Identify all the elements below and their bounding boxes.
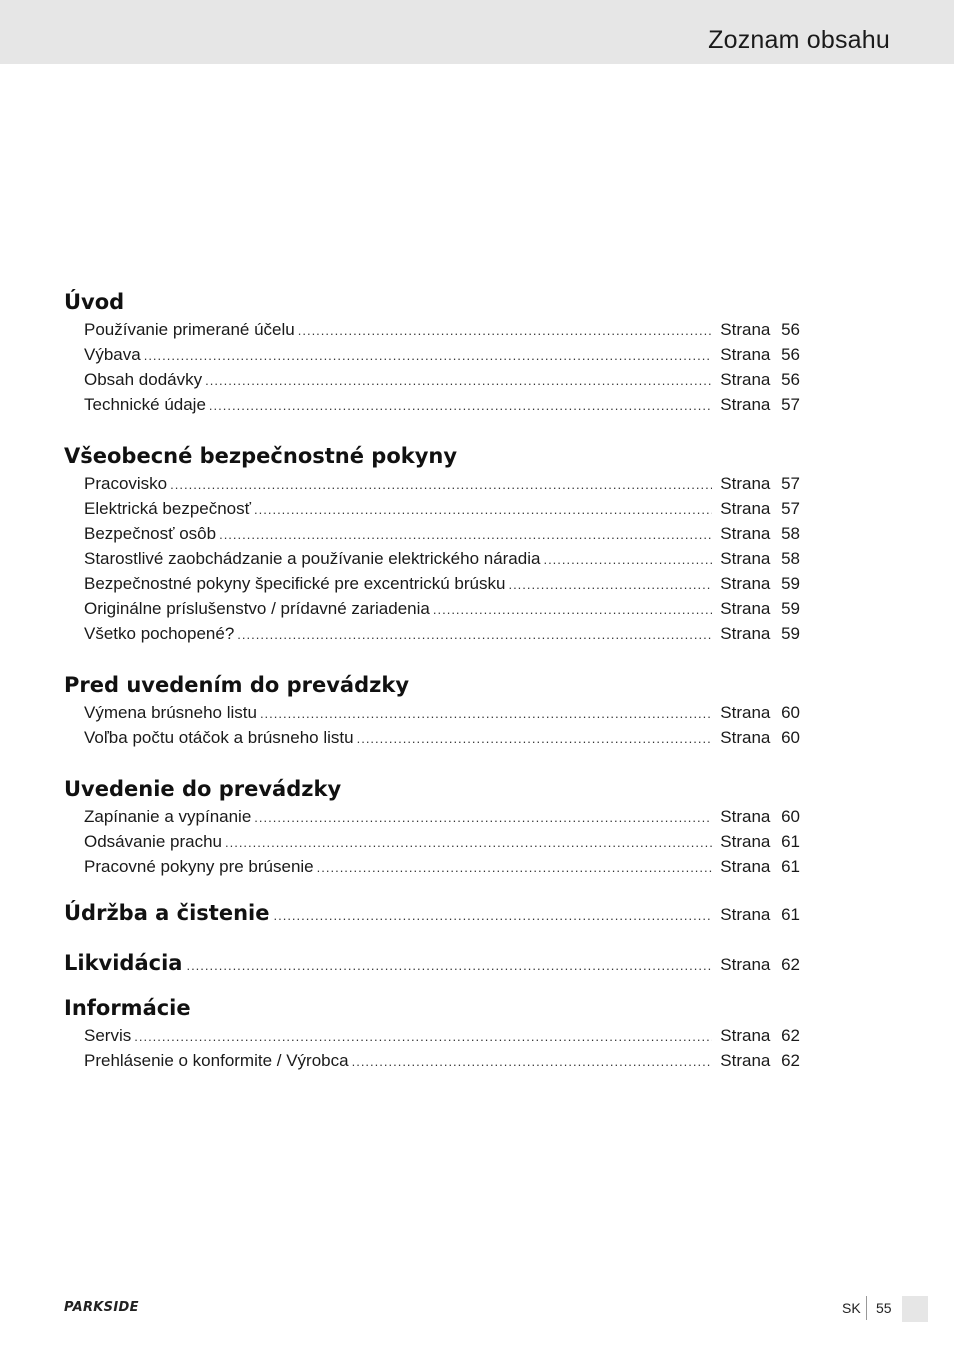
toc-entry-page: Strana 61 — [720, 905, 800, 924]
toc-entry[interactable] — [64, 596, 800, 621]
toc-entry-label: Zapínanie a vypínanie — [84, 807, 252, 826]
dot-leader — [543, 547, 712, 572]
toc-entry[interactable] — [64, 621, 800, 646]
spacer — [64, 750, 800, 770]
dot-leader — [144, 343, 713, 368]
toc-entry[interactable] — [64, 804, 800, 829]
dot-leader — [219, 522, 712, 547]
dot-leader — [433, 597, 712, 622]
dot-leader — [357, 726, 713, 751]
toc-entry-page: Strana 61 — [720, 857, 800, 876]
toc-section-udrzba[interactable] — [64, 889, 800, 929]
dot-leader — [225, 830, 712, 855]
toc-entry-label: Pracovisko — [84, 474, 168, 493]
toc-entry-page: Strana 60 — [720, 703, 800, 722]
toc-entry-label: Voľba počtu otáčok a brúsneho listu — [84, 728, 354, 747]
toc-entry-label: Obsah dodávky — [84, 370, 203, 389]
toc-section-informacie — [64, 989, 800, 1073]
toc-entry-page: Strana 62 — [720, 1051, 800, 1070]
toc-entry-page: Strana 56 — [720, 370, 800, 389]
toc-entry-label: Odsávanie prachu — [84, 832, 222, 851]
toc-entry[interactable] — [64, 392, 800, 417]
toc-entry-label: Bezpečnostné pokyny špecifické pre excentrickú brúsku — [84, 574, 506, 593]
toc-section-likvidacia[interactable] — [64, 939, 800, 979]
toc-section-bezpecnost — [64, 437, 800, 646]
toc-entry-page: Strana 56 — [720, 345, 800, 364]
toc-section-uvod — [64, 283, 800, 417]
toc-entry-page: Strana 62 — [720, 1026, 800, 1045]
toc-entry-page: Strana 62 — [720, 955, 800, 974]
toc-entry[interactable] — [64, 521, 800, 546]
spacer — [64, 879, 800, 889]
toc-entry-label: Výmena brúsneho listu — [84, 703, 257, 722]
toc-entry-page: Strana 59 — [720, 624, 800, 643]
dot-leader — [254, 805, 712, 830]
dot-leader — [352, 1049, 713, 1074]
toc-entry-label: Originálne príslušenstvo / prídavné zariadenia — [84, 599, 430, 618]
section-title: Uvedenie do prevádzky — [64, 777, 342, 801]
toc-entry[interactable] — [64, 471, 800, 496]
dot-leader — [170, 472, 712, 497]
toc-entry-page: Strana 59 — [720, 599, 800, 618]
toc-entry[interactable] — [64, 367, 800, 392]
section-title: Všeobecné bezpečnostné pokyny — [64, 444, 458, 468]
toc-entry[interactable] — [64, 700, 800, 725]
toc-entry-page: Strana 57 — [720, 395, 800, 414]
toc-entry-label: Bezpečnosť osôb — [84, 524, 217, 543]
toc-entry[interactable] — [64, 725, 800, 750]
toc-entry-page: Strana 57 — [720, 474, 800, 493]
page-number: 55 — [876, 1300, 892, 1316]
toc-entry-label: Technické údaje — [84, 395, 206, 414]
section-title: Úvod — [64, 290, 125, 314]
section-title: Informácie — [64, 996, 191, 1020]
toc-section-uvedenie — [64, 770, 800, 879]
toc-entry-page: Strana 61 — [720, 832, 800, 851]
dot-leader — [260, 701, 712, 726]
toc-entry-page: Strana 57 — [720, 499, 800, 518]
dot-leader — [508, 572, 712, 597]
dot-leader — [134, 1024, 712, 1049]
toc-entry[interactable] — [64, 571, 800, 596]
dot-leader — [254, 497, 712, 522]
toc-entry-label: Prehlásenie o konformite / Výrobca — [84, 1051, 349, 1070]
toc-entry[interactable] — [64, 854, 800, 879]
dot-leader — [317, 855, 713, 880]
toc-entry-page: Strana 60 — [720, 807, 800, 826]
toc-entry-label: Pracovné pokyny pre brúsenie — [84, 857, 314, 876]
dot-leader — [209, 393, 712, 418]
toc-entry-label: Elektrická bezpečnosť — [84, 499, 252, 518]
dot-leader — [273, 892, 712, 940]
toc-entry-label: Starostlivé zaobchádzanie a používanie elektrického náradia — [84, 549, 541, 568]
section-title: Údržba a čistenie — [64, 901, 270, 925]
toc-entry-label: Servis — [84, 1026, 132, 1045]
toc-entry-page: Strana 60 — [720, 728, 800, 747]
toc-entry[interactable] — [64, 1048, 800, 1073]
section-title: Pred uvedením do prevádzky — [64, 673, 410, 697]
toc-entry[interactable] — [64, 1023, 800, 1048]
toc-entry-label: Všetko pochopené? — [84, 624, 235, 643]
page-title: Zoznam obsahu — [708, 26, 890, 54]
spacer — [64, 417, 800, 437]
table-of-contents — [64, 283, 800, 1073]
toc-entry[interactable] — [64, 829, 800, 854]
toc-entry-label: Výbava — [84, 345, 141, 364]
dot-leader — [186, 942, 712, 990]
brand-logo: PARKSIDE — [64, 1300, 139, 1315]
dot-leader — [298, 318, 713, 343]
footer-tab-marker — [902, 1296, 928, 1322]
section-title: Likvidácia — [64, 951, 183, 975]
toc-entry-page: Strana 56 — [720, 320, 800, 339]
toc-entry-page: Strana 59 — [720, 574, 800, 593]
footer-divider — [866, 1296, 867, 1320]
toc-section-pred-uvedenim — [64, 666, 800, 750]
toc-entry-label: Používanie primerané účelu — [84, 320, 295, 339]
spacer — [64, 646, 800, 666]
dot-leader — [205, 368, 712, 393]
dot-leader — [237, 622, 712, 647]
language-code: SK — [842, 1300, 861, 1316]
toc-entry-page: Strana 58 — [720, 549, 800, 568]
toc-entry-page: Strana 58 — [720, 524, 800, 543]
toc-entry[interactable] — [64, 546, 800, 571]
toc-entry[interactable] — [64, 342, 800, 367]
toc-entry[interactable] — [64, 317, 800, 342]
toc-entry[interactable] — [64, 496, 800, 521]
